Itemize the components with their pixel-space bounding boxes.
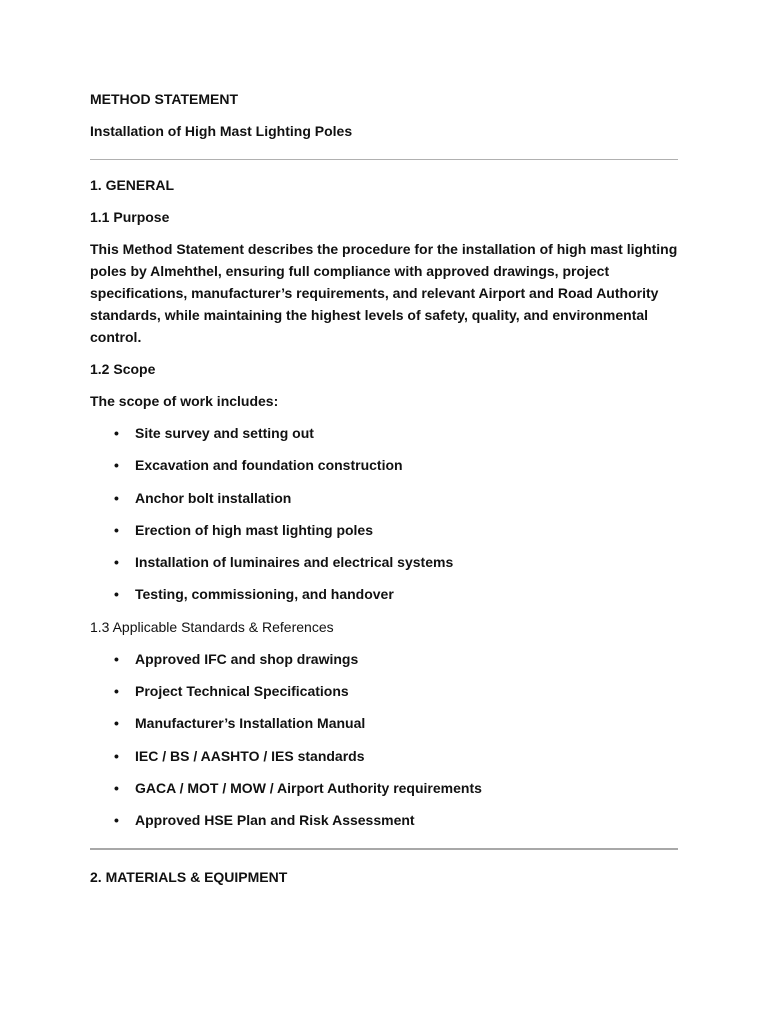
list-item: [90, 519, 678, 551]
list-item: [90, 648, 678, 680]
document-title: METHOD STATEMENT: [90, 91, 239, 107]
list-item-text: IEC / BS / AASHTO / IES standards: [135, 747, 365, 764]
list-item: [90, 422, 678, 454]
list-item: [90, 809, 678, 841]
list-item-text: Erection of high mast lighting poles: [135, 521, 374, 538]
list-item-text: Manufacturer’s Installation Manual: [135, 715, 366, 732]
subsection-heading-purpose: 1.1 Purpose: [90, 209, 170, 225]
bullet-icon: •: [114, 683, 119, 700]
section-heading-materials: 2. MATERIALS & EQUIPMENT: [90, 868, 288, 885]
list-item-text: Site survey and setting out: [135, 425, 314, 441]
bullet-icon: •: [114, 779, 119, 796]
bullet-icon: •: [114, 554, 119, 571]
list-item: [90, 454, 678, 486]
bullet-icon: •: [114, 521, 119, 538]
purpose-paragraph: This Method Statement describes the procedure for the installation of high mast lighting poles by Almehthel, ensuring full compliance with approved drawings, project specifications, manufacturer’s requirements, and relevant Airport and Road Authority standards, while maintaining the highest levels of safety, quality, and environmental control.: [90, 241, 678, 345]
list-item: [90, 777, 678, 809]
list-item: [90, 583, 678, 615]
list-item-text: Anchor bolt installation: [135, 489, 292, 506]
list-item: [90, 712, 678, 744]
list-item-text: Approved HSE Plan and Risk Assessment: [135, 812, 415, 829]
section-divider: [90, 159, 678, 160]
bullet-icon: •: [114, 489, 119, 506]
bullet-icon: •: [114, 586, 119, 603]
subsection-heading-standards: 1.3 Applicable Standards & References: [90, 618, 334, 635]
list-item: [90, 551, 678, 583]
list-item-text: Excavation and foundation construction: [135, 457, 403, 474]
section-divider: [90, 848, 678, 850]
document-subtitle: Installation of High Mast Lighting Poles: [90, 123, 353, 139]
document-page: [90, 88, 678, 898]
list-item-text: Project Technical Specifications: [135, 683, 349, 700]
standards-list: [90, 648, 678, 842]
list-item-text: GACA / MOT / MOW / Airport Authority requirements: [135, 779, 482, 796]
bullet-icon: •: [114, 812, 119, 829]
scope-list: [90, 422, 678, 616]
scope-lead-text: The scope of work includes:: [90, 393, 279, 409]
list-item: [90, 680, 678, 712]
bullet-icon: •: [114, 650, 119, 667]
list-item-text: Testing, commissioning, and handover: [135, 586, 394, 603]
list-item-text: Installation of luminaires and electrical systems: [135, 554, 454, 571]
subsection-heading-scope: 1.2 Scope: [90, 361, 156, 377]
bullet-icon: •: [114, 747, 119, 764]
bullet-icon: •: [114, 425, 119, 441]
list-item-text: Approved IFC and shop drawings: [135, 650, 359, 667]
list-item: [90, 745, 678, 777]
list-item: [90, 487, 678, 519]
bullet-icon: •: [114, 457, 119, 474]
bullet-icon: •: [114, 715, 119, 732]
section-heading-general: 1. GENERAL: [90, 177, 175, 193]
